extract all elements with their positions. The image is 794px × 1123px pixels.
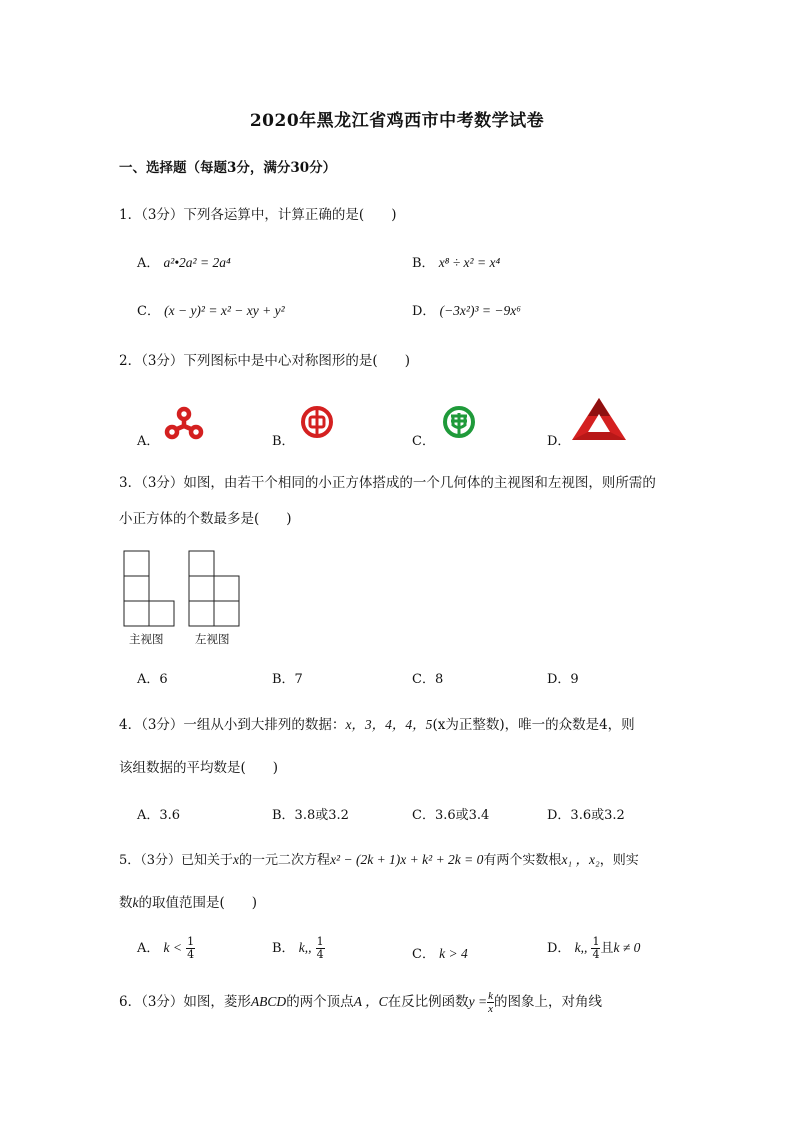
q4-stem-line1: 4．（3分）一组从小到大排列的数据：x，3，4，4，5(x为正整数)，唯一的众数是4，则 — [119, 717, 635, 733]
page-title: 2020年黑龙江省鸡西市中考数学试卷 — [249, 111, 545, 131]
q5-option-c: C． k > 4 — [412, 946, 468, 962]
q1-option-b: B． x⁸ ÷ x² = x⁴ — [412, 255, 501, 271]
q3-option-a: A．6 — [137, 672, 168, 687]
fraction: $\frac{1}{4}$ — [592, 935, 600, 961]
q3-option-c: C．8 — [412, 672, 444, 687]
q5-option-b: B． k,, $\frac{1}{4}$ — [272, 935, 324, 961]
q3-stem-line2: 小正方体的个数最多是( ) — [119, 511, 292, 527]
q2-stem: 2．（3分）下列图标中是中心对称图形的是( ) — [119, 353, 410, 369]
q2-option-b-label: B． — [272, 434, 295, 449]
q1-option-a: A． a²•2a² = 2a⁴ — [137, 255, 231, 271]
red-triangle-logo-icon — [570, 396, 628, 442]
q1-option-c: C． (x − y)² = x² − xy + y² — [137, 303, 285, 319]
q5-option-a: A． k < $\frac{1}{4}$ — [137, 935, 195, 961]
q2-option-c-label: C． — [412, 434, 435, 449]
china-construction-bank-logo-icon — [163, 405, 205, 441]
q4-stem-line2: 该组数据的平均数是( ) — [119, 760, 279, 776]
q1-stem: 1．（3分）下列各运算中，计算正确的是( ) — [119, 207, 397, 223]
fraction: $\frac{1}{4}$ — [187, 935, 195, 961]
q1-option-d: D． (−3x²)³ = −9x⁶ — [412, 303, 521, 319]
fraction: $\frac{k}{x}$ — [488, 990, 493, 1015]
q2-option-a-label: A． — [137, 434, 160, 449]
left-view-label: 左视图 — [195, 634, 230, 646]
q4-option-b: B．3.8或3.2 — [272, 808, 349, 823]
q4-option-a: A．3.6 — [137, 808, 181, 823]
bank-of-china-logo-icon — [300, 405, 334, 439]
agricultural-bank-logo-icon — [442, 405, 476, 439]
q5-option-d: D． k,, $\frac{1}{4}$ 且k ≠ 0 — [547, 935, 641, 961]
front-view-label: 主视图 — [129, 634, 164, 646]
q4-option-c: C．3.6或3.4 — [412, 808, 490, 823]
q5-stem-line1: 5．（3分）已知关于x的一元二次方程x² − (2k + 1)x + k² + 2k = 0有两个实数根x₁ ，x₂，则实 — [119, 852, 639, 868]
q3-option-d: D．9 — [547, 672, 579, 687]
q4-option-d: D．3.6或3.2 — [547, 808, 625, 823]
section-heading: 一、选择题（每题3分，满分30分） — [119, 160, 337, 176]
q6-stem: 6．（3分）如图，菱形ABCD的两个顶点A ，C在反比例函数y = $\frac{k}{x}$ 的图象上，对角线 — [119, 990, 602, 1015]
q2-option-d-label: D． — [547, 434, 571, 449]
q5-stem-line2: 数k的取值范围是( ) — [119, 895, 258, 911]
q3-option-b: B．7 — [272, 672, 303, 687]
fraction: $\frac{1}{4}$ — [316, 935, 324, 961]
q3-stem-line1: 3．（3分）如图，由若干个相同的小正方体搭成的一个几何体的主视图和左视图，则所需的 — [119, 475, 656, 491]
